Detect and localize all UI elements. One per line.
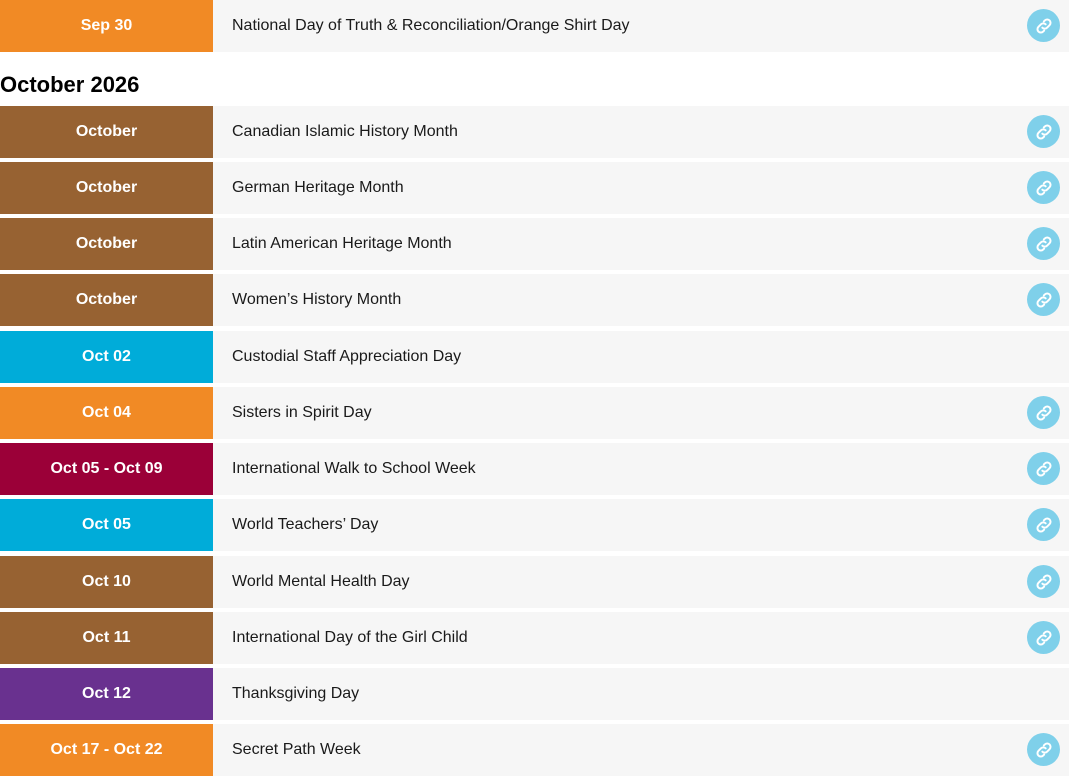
link-icon[interactable] xyxy=(1027,733,1060,766)
event-date: October xyxy=(0,162,213,214)
event-row xyxy=(0,668,1069,720)
event-date: Oct 10 xyxy=(0,556,213,608)
event-row xyxy=(0,218,1069,270)
event-row xyxy=(0,274,1069,326)
event-title: International Walk to School Week xyxy=(232,460,476,477)
link-icon[interactable] xyxy=(1027,508,1060,541)
event-title: Thanksgiving Day xyxy=(232,685,360,702)
event-title: Women’s History Month xyxy=(232,291,402,308)
event-row xyxy=(0,499,1069,551)
link-icon[interactable] xyxy=(1027,452,1060,485)
event-row xyxy=(0,724,1069,776)
link-icon[interactable] xyxy=(1027,283,1060,316)
event-row xyxy=(0,556,1069,608)
month-heading: October 2026 xyxy=(0,72,140,97)
event-row xyxy=(0,331,1069,383)
link-icon[interactable] xyxy=(1027,9,1060,42)
link-icon[interactable] xyxy=(1027,396,1060,429)
event-date: October xyxy=(0,218,213,270)
link-icon[interactable] xyxy=(1027,227,1060,260)
event-title: World Teachers’ Day xyxy=(232,516,379,533)
event-row xyxy=(0,387,1069,439)
event-row xyxy=(0,443,1069,495)
event-row xyxy=(0,612,1069,664)
event-date: October xyxy=(0,274,213,326)
event-date: Oct 12 xyxy=(0,668,213,720)
event-date: Sep 30 xyxy=(0,0,213,52)
event-title: World Mental Health Day xyxy=(232,573,410,590)
event-title: German Heritage Month xyxy=(232,179,404,196)
event-date: October xyxy=(0,106,213,158)
event-row xyxy=(0,106,1069,158)
event-title: Secret Path Week xyxy=(232,741,361,758)
event-date: Oct 17 - Oct 22 xyxy=(0,724,213,776)
event-row xyxy=(0,162,1069,214)
event-date: Oct 11 xyxy=(0,612,213,664)
event-title: Latin American Heritage Month xyxy=(232,235,452,252)
event-title: National Day of Truth & Reconciliation/Orange Shirt Day xyxy=(232,17,630,34)
event-date: Oct 05 xyxy=(0,499,213,551)
link-icon[interactable] xyxy=(1027,115,1060,148)
event-title: Sisters in Spirit Day xyxy=(232,404,372,421)
event-date: Oct 05 - Oct 09 xyxy=(0,443,213,495)
link-icon[interactable] xyxy=(1027,171,1060,204)
event-title: Canadian Islamic History Month xyxy=(232,123,458,140)
event-row xyxy=(0,0,1069,52)
event-date: Oct 04 xyxy=(0,387,213,439)
event-date: Oct 02 xyxy=(0,331,213,383)
link-icon[interactable] xyxy=(1027,565,1060,598)
link-icon[interactable] xyxy=(1027,621,1060,654)
event-title: Custodial Staff Appreciation Day xyxy=(232,348,462,365)
event-title: International Day of the Girl Child xyxy=(232,629,468,646)
